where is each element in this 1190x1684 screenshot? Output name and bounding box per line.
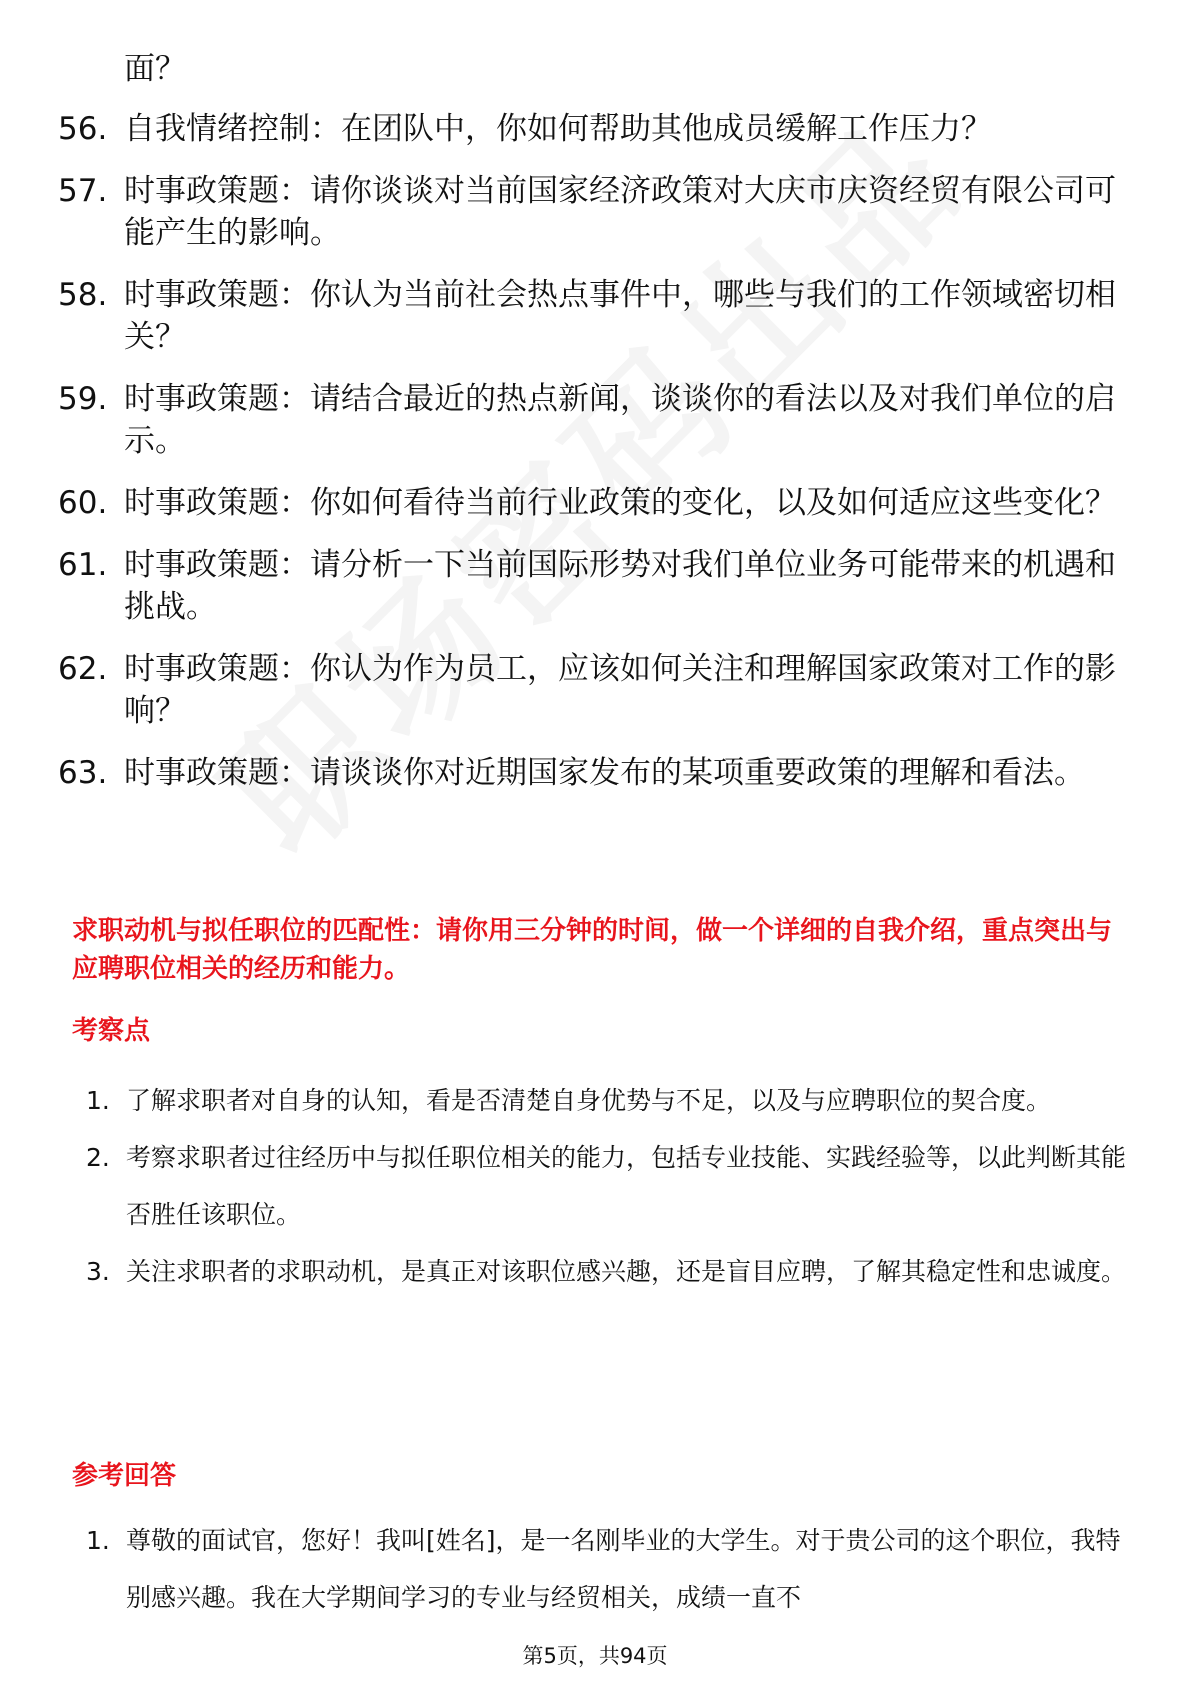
list-item: [58, 544, 1118, 628]
item-text: 时事政策题：你认为当前社会热点事件中，哪些与我们的工作领域密切相关？: [124, 277, 1116, 355]
section-title-answer: 参考回答: [72, 1461, 177, 1491]
item-number: 56.: [58, 111, 108, 147]
list-item: [86, 1129, 1126, 1243]
points-list: [86, 1072, 1126, 1300]
item-text: 面？: [124, 51, 186, 87]
list-item: [58, 108, 1118, 150]
list-item: [58, 378, 1118, 462]
list-item: [58, 274, 1118, 358]
list-item: [58, 482, 1118, 524]
item-text: 时事政策题：你如何看待当前行业政策的变化，以及如何适应这些变化？: [124, 485, 1116, 521]
item-number: 63.: [58, 755, 108, 791]
question-list: [58, 48, 1118, 814]
item-text: 时事政策题：请结合最近的热点新闻，谈谈你的看法以及对我们单位的启示。: [124, 381, 1116, 459]
item-text: 自我情绪控制：在团队中，你如何帮助其他成员缓解工作压力？: [124, 111, 992, 147]
item-number: 60.: [58, 485, 108, 521]
list-item: [86, 1512, 1126, 1626]
item-number: 59.: [58, 381, 108, 417]
item-text: 关注求职者的求职动机，是真正对该职位感兴趣，还是盲目应聘，了解其稳定性和忠诚度。: [126, 1257, 1127, 1286]
item-number: 1.: [86, 1526, 110, 1555]
item-text: 时事政策题：请谈谈你对近期国家发布的某项重要政策的理解和看法。: [124, 755, 1085, 791]
item-number: 1.: [86, 1086, 110, 1115]
item-text: 尊敬的面试官，您好！我叫[姓名]，是一名刚毕业的大学生。对于贵公司的这个职位，我特别感兴趣。我在大学期间学习的专业与经贸相关，成绩一直不: [126, 1526, 1121, 1612]
item-text: 时事政策题：请你谈谈对当前国家经济政策对大庆市庆资经贸有限公司可能产生的影响。: [124, 173, 1116, 251]
question-heading: 求职动机与拟任职位的匹配性：请你用三分钟的时间，做一个详细的自我介绍，重点突出与应聘职位相关的经历和能力。: [72, 916, 1113, 984]
item-number: 2.: [86, 1143, 110, 1172]
section-title-points: 考察点: [72, 1016, 151, 1046]
item-text: 考察求职者过往经历中与拟任职位相关的能力，包括专业技能、实践经验等，以此判断其能否胜任该职位。: [126, 1143, 1127, 1229]
page-footer: 第5页，共94页: [522, 1644, 668, 1668]
list-item: [58, 648, 1118, 732]
item-text: 时事政策题：你认为作为员工，应该如何关注和理解国家政策对工作的影响？: [124, 651, 1116, 729]
answer-list: [86, 1512, 1126, 1626]
item-number: 57.: [58, 173, 108, 209]
list-item: [86, 1072, 1126, 1129]
list-item: [58, 48, 1118, 90]
list-item: [86, 1243, 1126, 1300]
list-item: [58, 170, 1118, 254]
item-number: 58.: [58, 277, 108, 313]
item-text: 时事政策题：请分析一下当前国际形势对我们单位业务可能带来的机遇和挑战。: [124, 547, 1116, 625]
item-number: 3.: [86, 1257, 110, 1286]
item-number: 61.: [58, 547, 108, 583]
item-text: 了解求职者对自身的认知，看是否清楚自身优势与不足，以及与应聘职位的契合度。: [126, 1086, 1052, 1115]
item-number: 62.: [58, 651, 108, 687]
list-item: [58, 752, 1118, 794]
